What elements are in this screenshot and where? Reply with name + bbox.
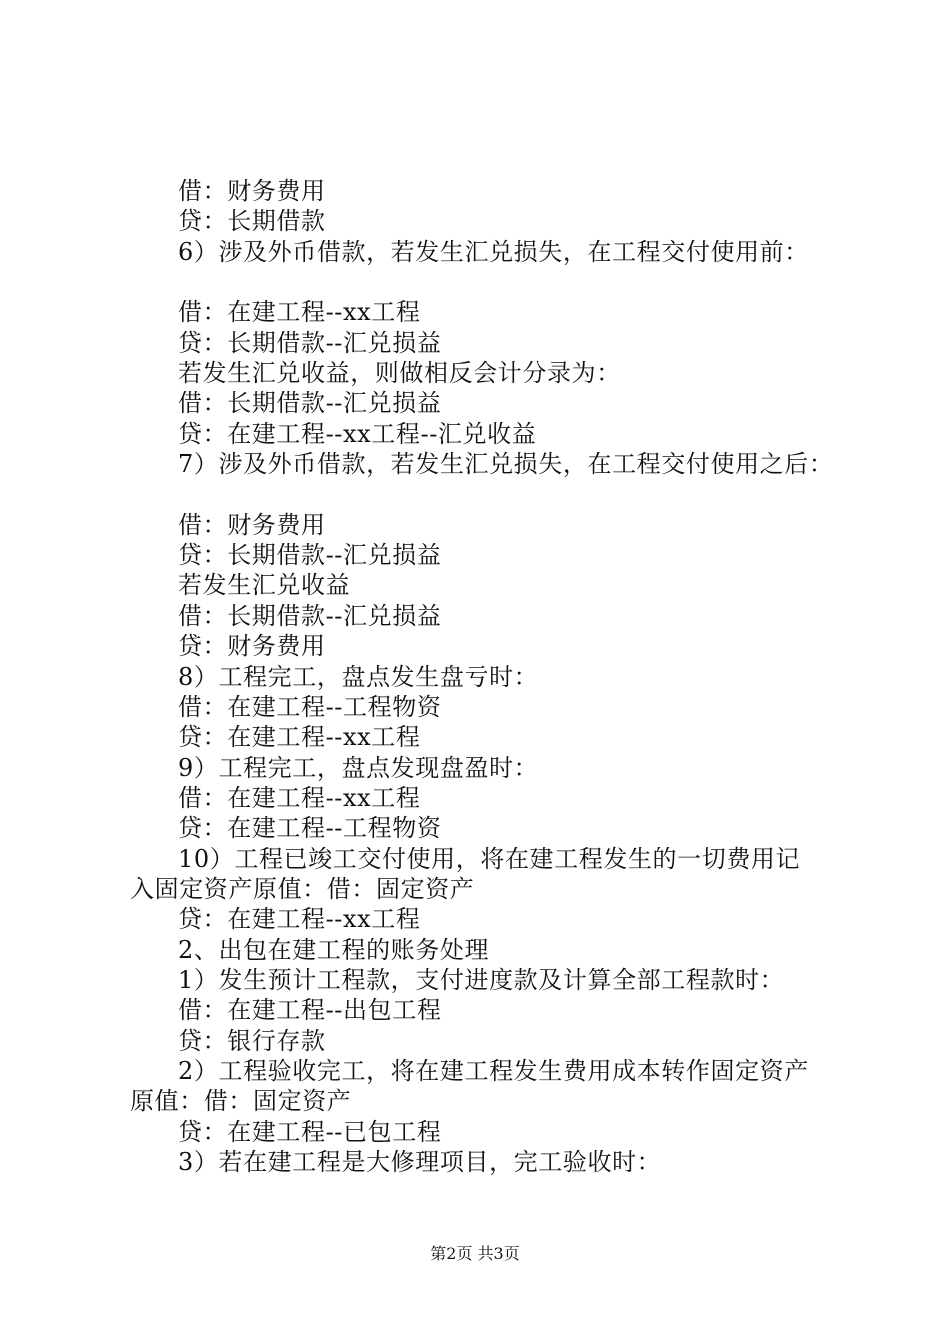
text-line: 2）工程验收完工，将在建工程发生费用成本转作固定资产 <box>178 1056 809 1085</box>
text-line: 若发生汇兑收益，则做相反会计分录为： <box>178 359 621 388</box>
text-line: 2、出包在建工程的账务处理 <box>178 935 490 964</box>
text-line: 贷：长期借款 <box>178 207 326 236</box>
text-line: 3）若在建工程是大修理项目，完工验收时： <box>178 1148 662 1176</box>
text-line: 借：在建工程--工程物资 <box>178 692 442 721</box>
paragraph-gap <box>130 479 850 509</box>
text-line: 10）工程已竣工交付使用，将在建工程发生的一切费用记 <box>178 844 801 873</box>
text-line: 6）涉及外币借款，若发生汇兑损失，在工程交付使用前： <box>178 237 809 266</box>
text-line: 借：长期借款--汇兑损益 <box>178 389 442 418</box>
text-line: 借：财务费用 <box>178 510 326 539</box>
text-line: 9）工程完工，盘点发现盘盈时： <box>178 753 539 782</box>
text-line: 7）涉及外币借款，若发生汇兑损失，在工程交付使用之后： <box>178 450 834 479</box>
paragraph-gap <box>130 267 850 297</box>
text-line: 1）发生预计工程款，支付进度款及计算全部工程款时： <box>178 965 785 994</box>
text-line: 贷：长期借款--汇兑损益 <box>178 328 442 357</box>
text-line: 贷：在建工程--工程物资 <box>178 814 442 843</box>
text-line: 8）工程完工，盘点发生盘亏时： <box>178 662 539 691</box>
page-number: 第2页 共3页 <box>430 1244 520 1263</box>
text-line: 贷：在建工程--xx工程 <box>178 723 421 752</box>
text-line: 贷：在建工程--已包工程 <box>178 1117 442 1146</box>
text-line: 贷：财务费用 <box>178 632 326 661</box>
text-line: 借：在建工程--xx工程 <box>178 298 421 327</box>
text-line: 借：长期借款--汇兑损益 <box>178 601 442 630</box>
text-line: 贷：在建工程--xx工程 <box>178 905 421 934</box>
text-line: 借：财务费用 <box>178 177 326 205</box>
text-line: 贷：在建工程--xx工程--汇兑收益 <box>178 419 537 448</box>
text-line: 贷：长期借款--汇兑损益 <box>178 541 442 570</box>
text-line: 入固定资产原值：借：固定资产 <box>130 874 475 903</box>
text-line: 原值：借：固定资产 <box>130 1087 352 1116</box>
text-line: 借：在建工程--出包工程 <box>178 996 442 1025</box>
text-line: 借：在建工程--xx工程 <box>178 783 421 812</box>
text-line: 若发生汇兑收益 <box>178 571 351 600</box>
text-line: 贷：银行存款 <box>178 1026 326 1055</box>
document-body <box>130 176 850 1177</box>
